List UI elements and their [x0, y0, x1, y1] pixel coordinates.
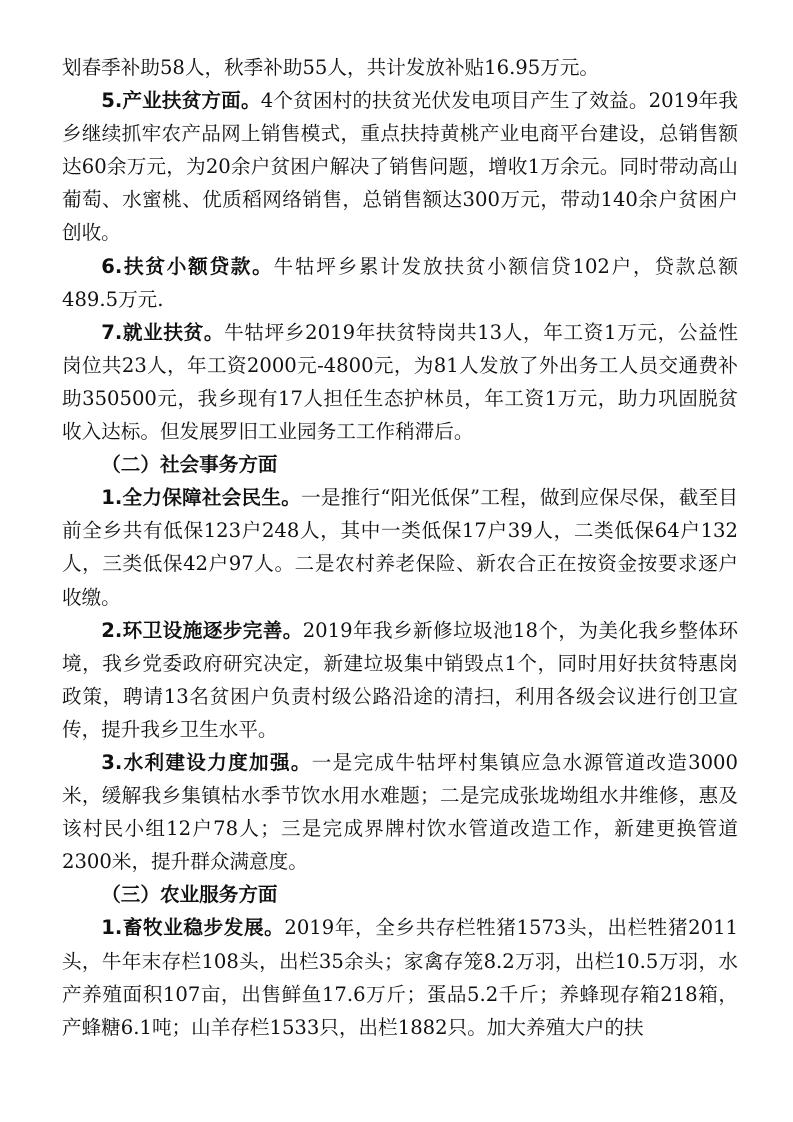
paragraph-water-works — [62, 746, 738, 878]
paragraph-lead: 6.扶贫小额贷款。 — [101, 254, 274, 278]
paragraph-body: 4个贫困村的扶贫光伏发电项目产生了效益。2019年我乡继续抓牢农产品网上销售模式，重点扶持黄桃产业电商平台建设，总销售额达60余万元，为20余户贫困户解决了销售问题，增收1万余元。同时带动高山葡萄、水蜜桃、优质稻网络销售，总销售额达300万元，带动140余户贫困户创收。 — [62, 89, 738, 245]
paragraph-body: 牛牯坪乡2019年扶贫特岗共13人，年工资1万元，公益性岗位共23人，年工资2000元-4800元，为81人发放了外出务工人员交通费补助350500元，我乡现有17人担任生态护林员，年工资1万元，助力巩固脱贫收入达标。但发展罗旧工业园务工工作稍滞后。 — [62, 320, 738, 444]
paragraph-lead: 2.环卫设施逐步完善。 — [101, 618, 303, 642]
paragraph-body: 2019年，全乡共存栏牲猪1573头，出栏牲猪2011头，牛年末存栏108头，出栏35余头；家禽存笼8.2万羽，出栏10.5万羽，水产养殖面积107亩，出售鲜鱼17.6万斤；蛋品5.2千斤；养蜂现存箱218箱，产蜂糖6.1吨；山羊存栏1533只，出栏1882只。加大养殖大户的扶 — [62, 916, 738, 1039]
paragraph-lead: 7.就业扶贫。 — [101, 320, 225, 344]
paragraph-lead: 1.全力保障社会民生。 — [101, 486, 302, 510]
paragraph-body: 牛牯坪乡累计发放扶贫小额信贷102户，贷款总额489.5万元. — [62, 254, 739, 311]
paragraph-lead: 1.畜牧业稳步发展。 — [101, 916, 285, 940]
section-heading-social-affairs: （二）社会事务方面 — [101, 453, 278, 477]
paragraph-lead: 5.产业扶贫方面。 — [101, 89, 261, 113]
paragraph-livestock — [62, 911, 738, 1043]
paragraph-lead: 3.水利建设力度加强。 — [101, 750, 312, 774]
paragraph-microcredit — [62, 250, 738, 316]
document-body — [62, 51, 738, 1044]
section-heading-agriculture: （三）农业服务方面 — [101, 883, 278, 907]
paragraph-livelihood — [62, 481, 738, 613]
paragraph-body: 2019年我乡新修垃圾池18个，为美化我乡整体环境，我乡党委政府研究决定，新建垃圾集中销毁点1个，同时用好扶贫特惠岗政策，聘请13名贫困户负责村级公路沿途的清扫，利用各级会议进行创卫宣传，提升我乡卫生水平。 — [62, 618, 739, 741]
paragraph-body: 一是推行“阳光低保”工程，做到应保尽保，截至目前全乡共有低保123户248人，其中一类低保17户39人，二类低保64户132人，三类低保42户97人。二是农村养老保险、新农合正在按资金按要求逐户收缴。 — [62, 486, 738, 609]
paragraph-body: 划春季补助58人，秋季补助55人，共计发放补贴16.95万元。 — [62, 56, 600, 79]
paragraph-industry-poverty-relief — [62, 84, 738, 249]
paragraph-continuation — [62, 51, 738, 84]
paragraph-body: 一是完成牛牯坪村集镇应急水源管道改造3000米，缓解我乡集镇枯水季节饮水用水难题；二是完成张垅坳组水井维修，惠及该村民小组12户78人；三是完成界牌村饮水管道改造工作，新建更换管道2300米，提升群众满意度。 — [62, 750, 738, 874]
paragraph-sanitation — [62, 614, 738, 746]
paragraph-employment — [62, 316, 738, 448]
